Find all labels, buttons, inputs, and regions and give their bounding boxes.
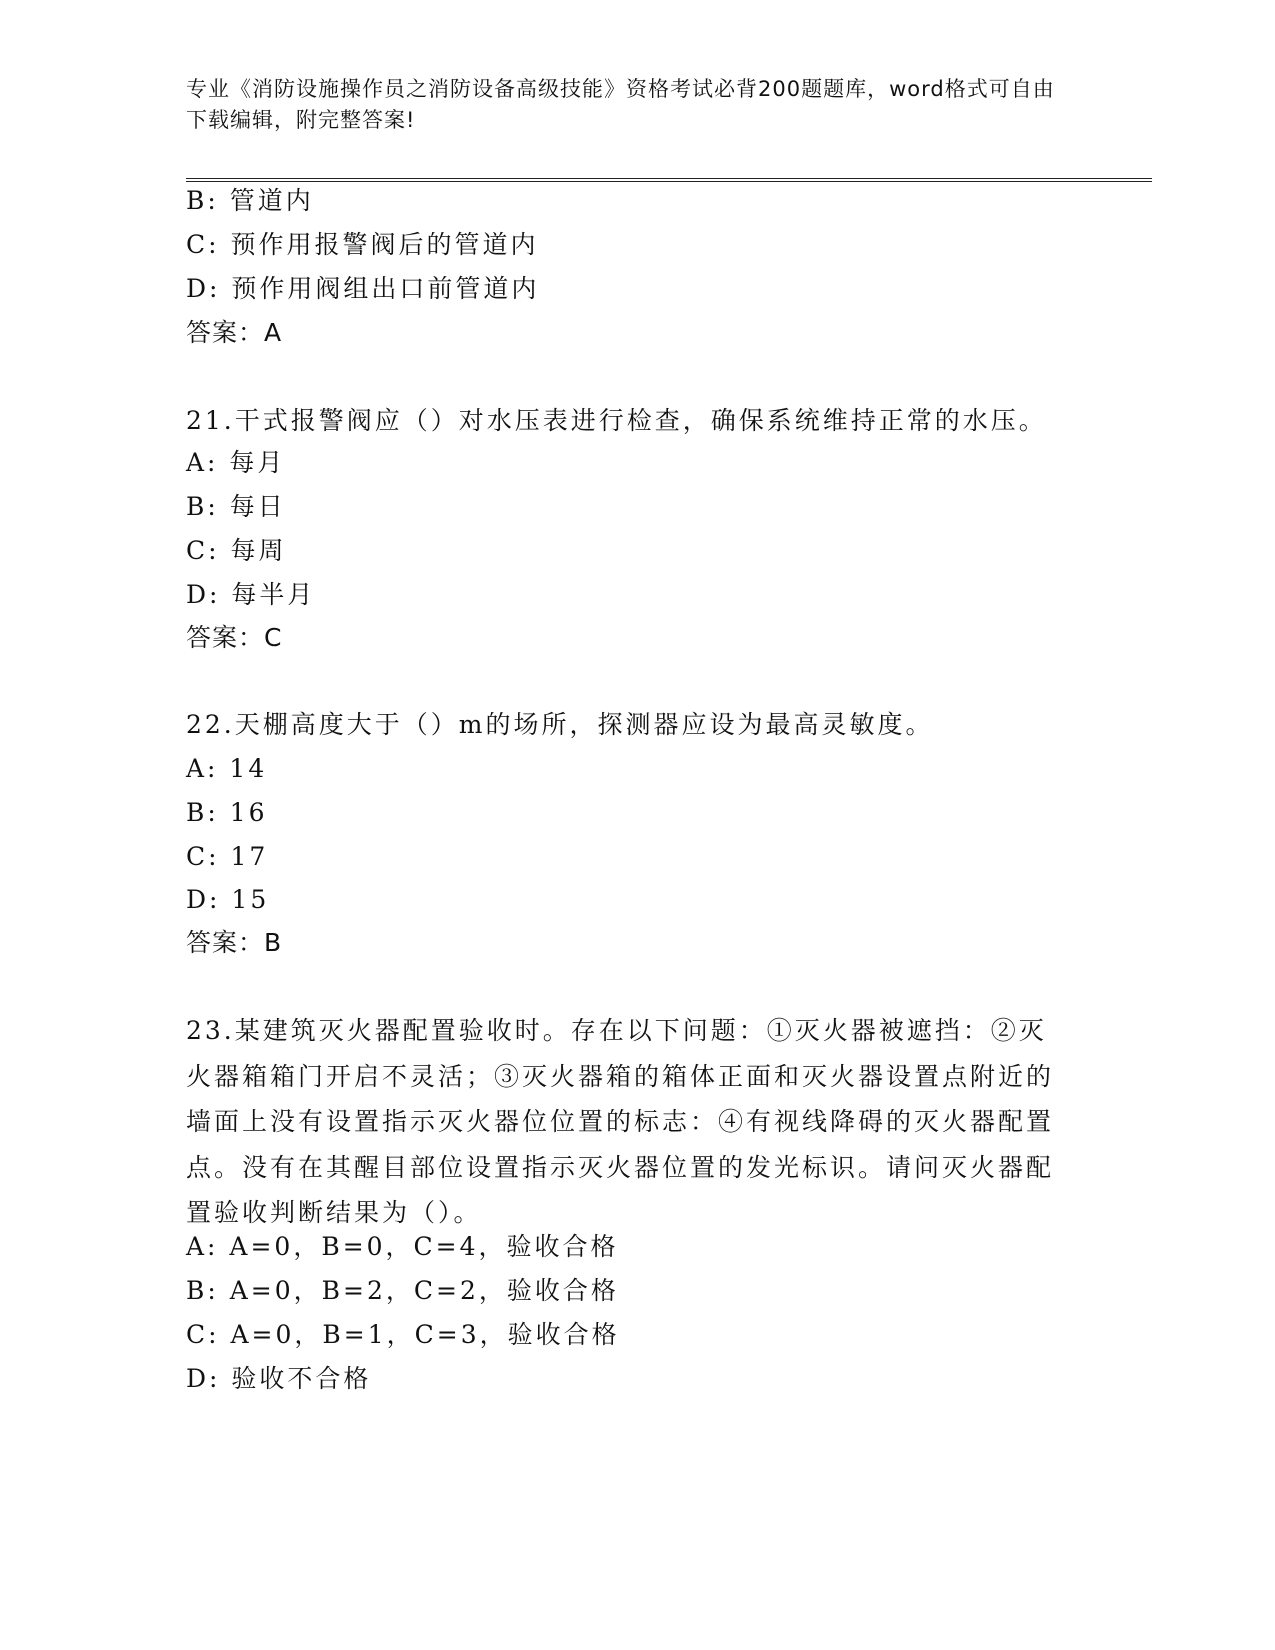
option-b: B: 管道内 (186, 186, 314, 215)
option-d: D: 15 (186, 885, 270, 914)
answer-line: 答案：A (186, 318, 283, 347)
option-c: C: 每周 (186, 536, 287, 565)
answer-line: 答案：C (186, 623, 283, 652)
header-divider (186, 178, 1152, 182)
option-d: D: 预作用阀组出口前管道内 (186, 274, 540, 303)
question-23-text: 23.某建筑灭火器配置验收时。存在以下问题：①灭火器被遮挡：②灭火器箱箱门开启不灵活；③灭火器箱的箱体正面和灭火器设置点附近的墙面上没有设置指示灭火器位位置的标志：④有视线降碍的灭火器配置点。没有在其醒目部位设置指示灭火器位置的发光标识。请问灭火器配置验收判断结果为（）。 (186, 1016, 1055, 1227)
question-22-text: 22.天棚高度大于（）m的场所，探测器应设为最高灵敏度。 (186, 710, 934, 739)
option-c: C: A=0，B=1，C=3，验收合格 (186, 1320, 620, 1349)
option-b: B: 16 (186, 798, 268, 827)
question-21-text: 21.干式报警阀应（）对水压表进行检查，确保系统维持正常的水压。 (186, 406, 1047, 435)
answer-line: 答案：B (186, 928, 283, 957)
option-b: B: A=0，B=2，C=2，验收合格 (186, 1276, 619, 1305)
option-a: A: 每月 (186, 448, 286, 477)
option-c: C: 预作用报警阀后的管道内 (186, 230, 539, 259)
option-d: D: 每半月 (186, 580, 316, 609)
option-a: A: 14 (186, 754, 268, 783)
option-b: B: 每日 (186, 492, 286, 521)
option-c: C: 17 (186, 842, 269, 871)
option-a: A: A=0，B=0，C=4，验收合格 (186, 1232, 619, 1261)
document-header: 专业《消防设施操作员之消防设备高级技能》资格考试必背200题题库，word格式可自由下载编辑，附完整答案! (186, 77, 1055, 132)
option-d: D: 验收不合格 (186, 1364, 372, 1393)
